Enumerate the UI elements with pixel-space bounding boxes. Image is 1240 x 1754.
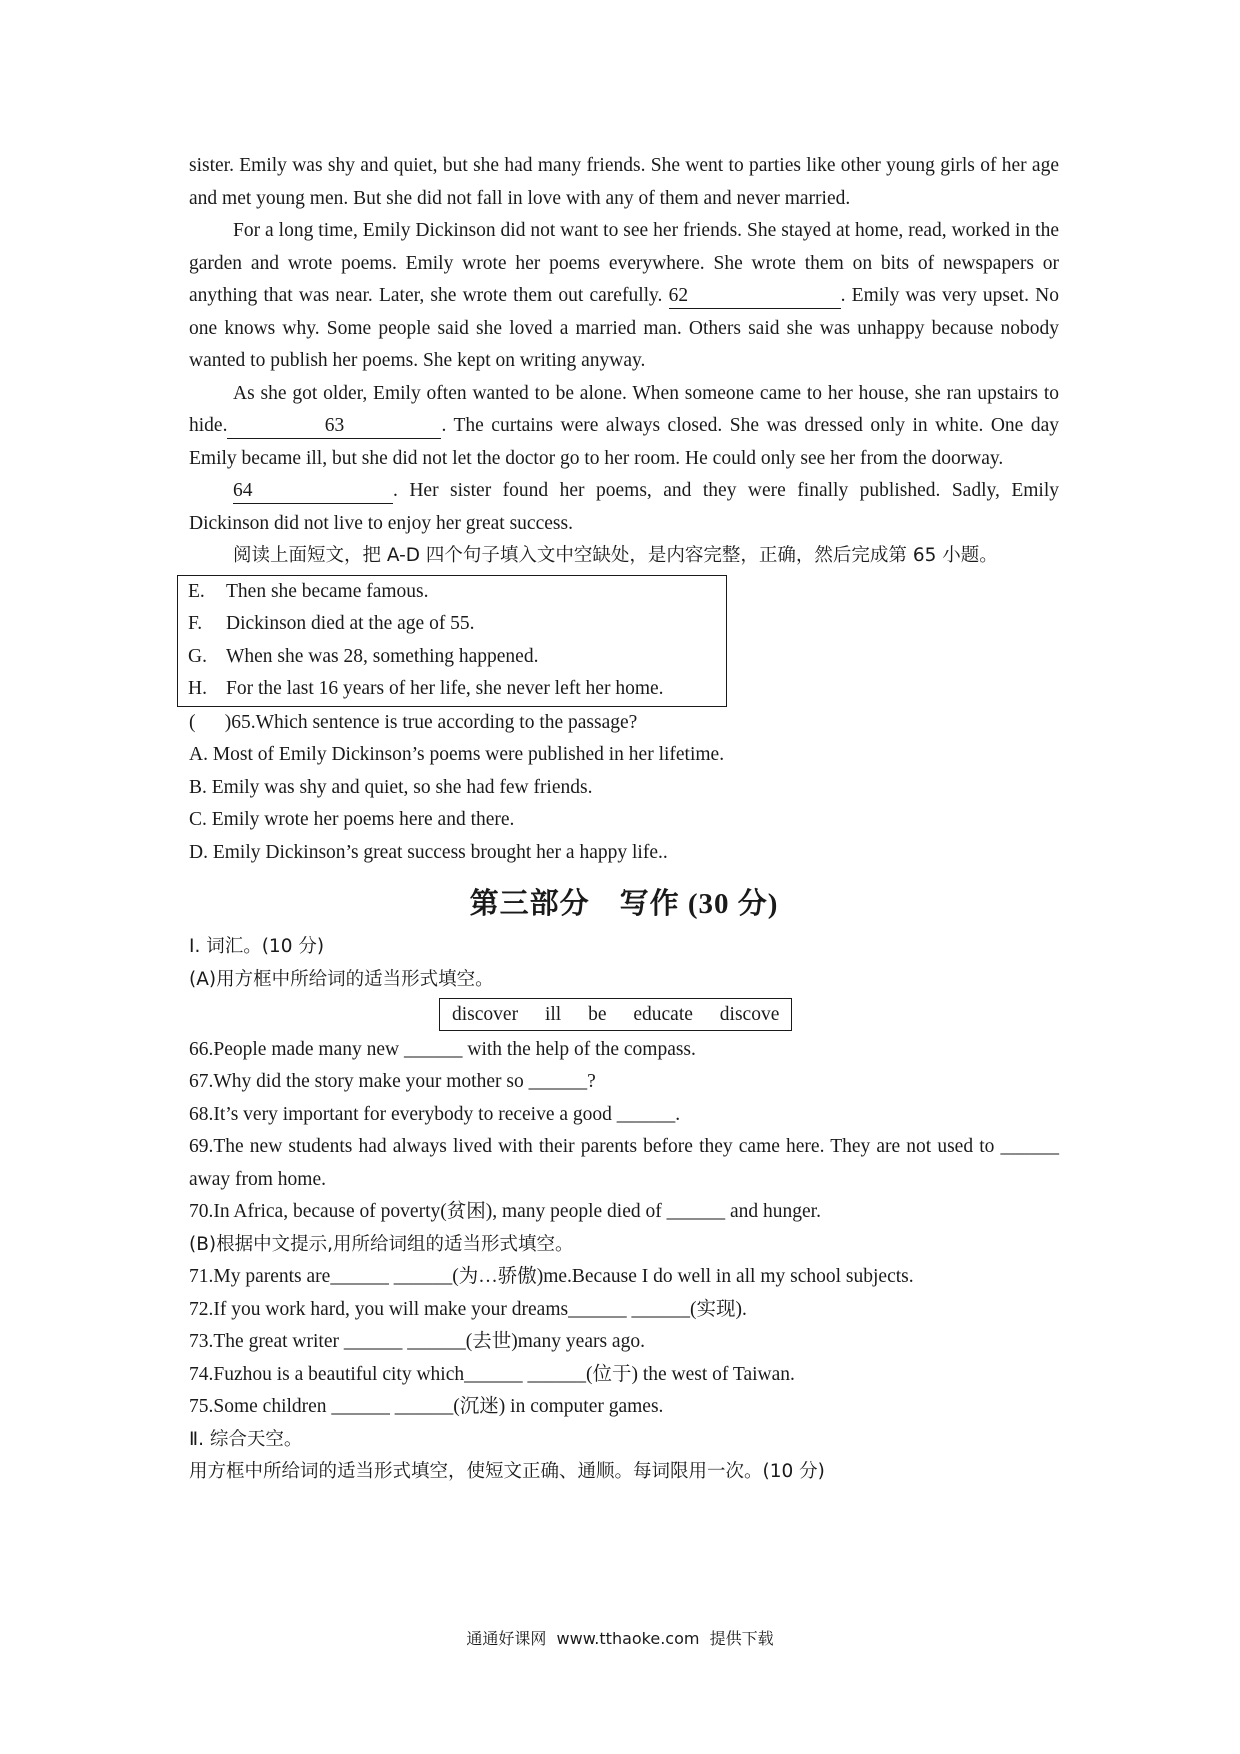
option-e: E. Then she became famous. (188, 580, 429, 602)
blank-62: 62 (669, 284, 841, 309)
passage-paragraph-3 (189, 378, 1059, 476)
question-70: 70.In Africa, because of poverty(贫困), many people died of ______ and hunger. (189, 1201, 821, 1222)
paragraph-2-text-a: For a long time, Emily Dickinson did not want to see her friends. She stayed at home, read, worked in the garden and wrote poems. Emily wrote her poems everywhere. She wrote them on bits of newspapers or anything that was near. Later, she wrote them out carefully. (189, 220, 1059, 306)
option-h: H. For the last 16 years of her life, she never left her home. (188, 678, 664, 699)
word-box-item: ill (544, 1004, 562, 1025)
passage-paragraph-2 (189, 215, 1059, 378)
paragraph-3-text-a: As she got older, Emily often wanted to be alone. When someone came to her house, she ran upstairs to hide. (189, 382, 1059, 436)
part-1-title: Ⅰ. 词汇。(10 分) (189, 936, 325, 957)
question-69: 69.The new students had always lived with their parents before they came here. They are not used to ______ away from home. (189, 1136, 1059, 1190)
question-72: 72.If you work hard, you will make your dreams______ ______(实现). (189, 1298, 747, 1320)
question-67: 67.Why did the story make your mother so ______? (189, 1071, 596, 1092)
question-74: 74.Fuzhou is a beautiful city which______ ______(位于) the west of Taiwan. (189, 1363, 795, 1385)
reading-instruction: 阅读上面短文，把 A-D 四个句子填入文中空缺处，是内容完整，正确，然后完成第 65 小题。 (233, 545, 998, 566)
paragraph-3-text-b: . The curtains were always closed. She was dressed only in white. One day Emily became ill, but she did not let the doctor go to her room. He could only see her from the doorway. (189, 415, 1059, 469)
question-65-choice-a: A. Most of Emily Dickinson’s poems were published in her lifetime. (189, 744, 725, 765)
question-68: 68.It’s very important for everybody to receive a good ______. (189, 1103, 681, 1125)
question-73: 73.The great writer ______ ______(去世)many years ago. (189, 1331, 645, 1352)
question-71: 71.My parents are______ ______(为…骄傲)me.Because I do well in all my school subjects. (189, 1266, 914, 1287)
question-65-choice-b: B. Emily was shy and quiet, so she had few friends. (189, 776, 593, 798)
paragraph-2-text-b: . Emily was very upset. No one knows why. Some people said she loved a married man. Others said she was unhappy because nobody wanted to publish her poems. She kept on writing anyway. (189, 285, 1059, 371)
option-g: G. When she was 28, something happened. (188, 645, 539, 667)
question-65-choice-c: C. Emily wrote her poems here and there. (189, 809, 515, 830)
word-box-row (189, 998, 1059, 1032)
document-content (189, 150, 1059, 1489)
sentence-options-box (177, 575, 727, 707)
question-65-stem: ( )65.Which sentence is true according to the passage? (189, 711, 638, 733)
footer-source: 通通好课网 www.tthaoke.com 提供下载 (466, 1629, 774, 1648)
option-f: F. Dickinson died at the age of 55. (188, 613, 475, 634)
question-75: 75.Some children ______ ______(沉迷) in computer games. (189, 1396, 664, 1417)
word-box-item: discove (719, 1004, 780, 1025)
part-2-title: Ⅱ. 综合天空。 (189, 1428, 303, 1450)
part-a-title: (A)用方框中所给词的适当形式填空。 (189, 968, 494, 990)
section-3-title: 第三部分 写作 (30 分) (469, 888, 779, 920)
word-box (439, 998, 792, 1031)
blank-64: 64 (233, 479, 393, 504)
question-66: 66.People made many new ______ with the help of the compass. (189, 1038, 696, 1060)
word-box-item: be (588, 1004, 607, 1025)
passage-paragraph-1: sister. Emily was shy and quiet, but she had many friends. She went to parties like other young girls of her age and met young men. But she did not fall in love with any of them and never married. (189, 155, 1059, 209)
paragraph-4-text: . Her sister found her poems, and they were finally published. Sadly, Emily Dickinson did not live to enjoy her great success. (189, 480, 1059, 534)
word-box-item: educate (633, 1004, 693, 1025)
part-2-instruction: 用方框中所给词的适当形式填空，使短文正确、通顺。每词限用一次。(10 分) (189, 1461, 825, 1482)
passage-paragraph-4 (189, 475, 1059, 540)
blank-63: 63 (227, 414, 441, 439)
part-b-title: (B)根据中文提示,用所给词组的适当形式填空。 (189, 1233, 574, 1255)
word-box-item: discover (452, 1004, 519, 1025)
question-65-choice-d: D. Emily Dickinson’s great success brought her a happy life.. (189, 841, 668, 863)
